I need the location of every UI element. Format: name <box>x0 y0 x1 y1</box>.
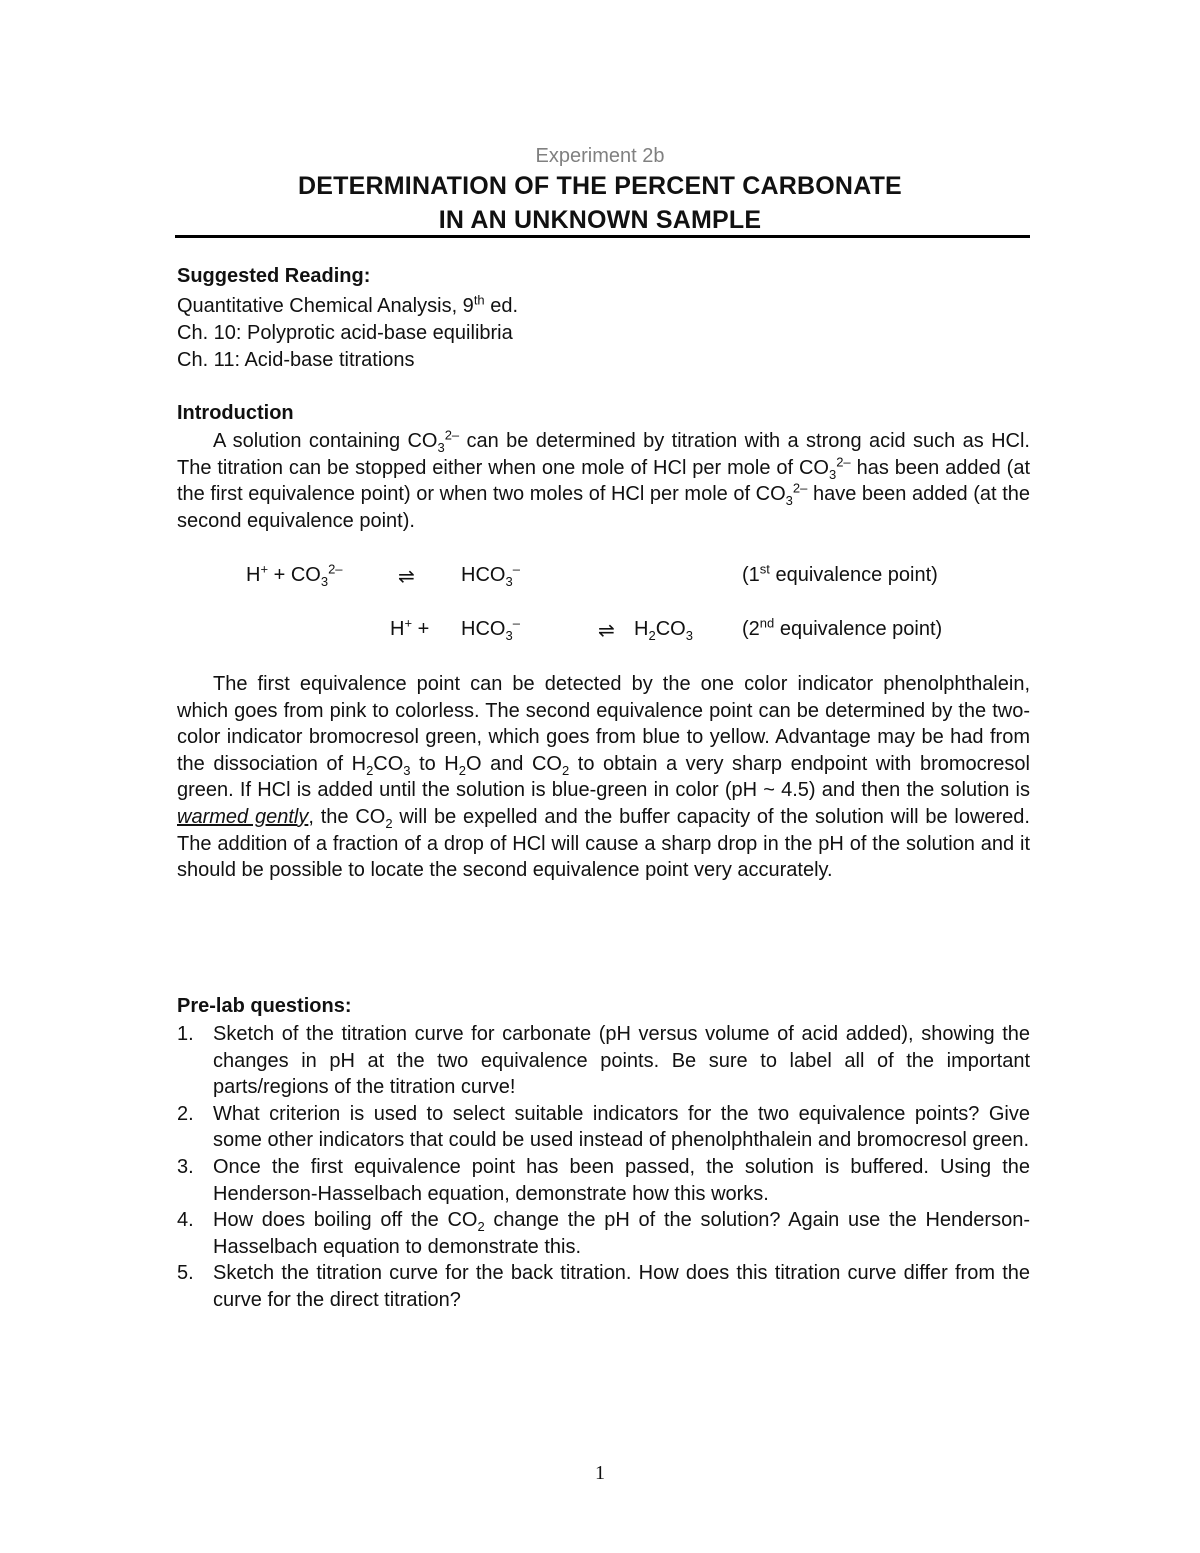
reading-ch11: Ch. 11: Acid-base titrations <box>177 349 415 371</box>
page-title-line-1: DETERMINATION OF THE PERCENT CARBONATE <box>298 172 902 200</box>
equation-2-product: $H_2CO_3$ <box>634 618 693 643</box>
reading-book: Quantitative Chemical Analysis, 9th ed. <box>177 292 519 317</box>
list-item: 3. Once the first equivalence point has been passed, the solution is buffered. Using the Henderson-Hasselbach equation, demonstrate how this works. <box>177 1155 1030 1205</box>
equation-2-note: (2nd equivalence point) <box>742 615 943 640</box>
list-item: 2. What criterion is used to select suitable indicators for the two equivalence points? Give some other indicators that could be used instead of phenolphthalein and bromocresol green. <box>177 1102 1030 1152</box>
list-item: 4. How does boiling off the $CO_2$ change the pH of the solution? Again use the Henderson-Hasselbach equation to demonstrate this. <box>177 1209 1030 1258</box>
equilibrium-arrow-icon: ⇌ <box>598 620 615 642</box>
intro-paragraph: A solution containing $CO_3^{2-}$ can be determined by titration with a strong acid such as HCl. The titration can be stopped either when one mole of HCl per mole of $CO_3^{2-}$ has been added (at the first equivalence point) or when two moles of HCl per mole of $CO_3^{2-}$ have been added (at the second equivalence point). <box>177 427 1031 532</box>
prelab-question-list <box>177 1021 1030 1314</box>
equation-2-reactant: $HCO_3^-$ <box>461 615 520 643</box>
equation-1-note: (1st equivalence point) <box>742 561 938 586</box>
list-item: 1. Sketch of the titration curve for carbonate (pH versus volume of acid added), showing the changes in pH at the two equivalence points. Be sure to label all of the important parts/regions of the titration curve! <box>177 1023 1030 1099</box>
equation-1-product: $HCO_3^-$ <box>461 561 520 589</box>
reading-heading: Suggested Reading: <box>177 265 371 287</box>
emphasis-warmed-gently: warmed gently <box>177 805 309 828</box>
page-title-line-2: IN AN UNKNOWN SAMPLE <box>438 206 762 234</box>
list-item: 5. Sketch the titration curve for the back titration. How does this titration curve differ from the curve for the direct titration? <box>177 1262 1030 1311</box>
intro-heading: Introduction <box>177 402 294 424</box>
equation-2-reactant-h: H+ + <box>390 615 430 640</box>
equation-1-reactants: $H^+ + CO_3^{2-}$ <box>246 561 343 589</box>
page-number: 1 <box>595 1462 605 1484</box>
indicator-paragraph: The first equivalence point can be detected by the one color indicator phenolphthalein, which goes from pink to colorless. The second equivalence point can be determined by the two-color indicator bromocresol green, which goes from blue to yellow. Advantage may be had from the dissociation of $H_2CO_3$ to $H_2O$ and $CO_2$ to obtain a very sharp endpoint with bromocresol green. If HCl is added until the solution is blue-green in color (pH ~ 4.5) and then the solution is warmed gently, the $CO_2$ will be expelled and the buffer capacity of the solution will be lowered. The addition of a fraction of a drop of HCl will cause a sharp drop in the pH of the solution and it should be possible to locate the second equivalence point very accurately. <box>177 673 1030 882</box>
title-rule <box>175 235 1030 238</box>
equilibrium-arrow-icon: ⇌ <box>398 566 415 588</box>
experiment-label: Experiment 2b <box>535 145 665 167</box>
prelab-heading: Pre-lab questions: <box>177 995 352 1017</box>
reading-ch10: Ch. 10: Polyprotic acid-base equilibria <box>177 322 513 344</box>
